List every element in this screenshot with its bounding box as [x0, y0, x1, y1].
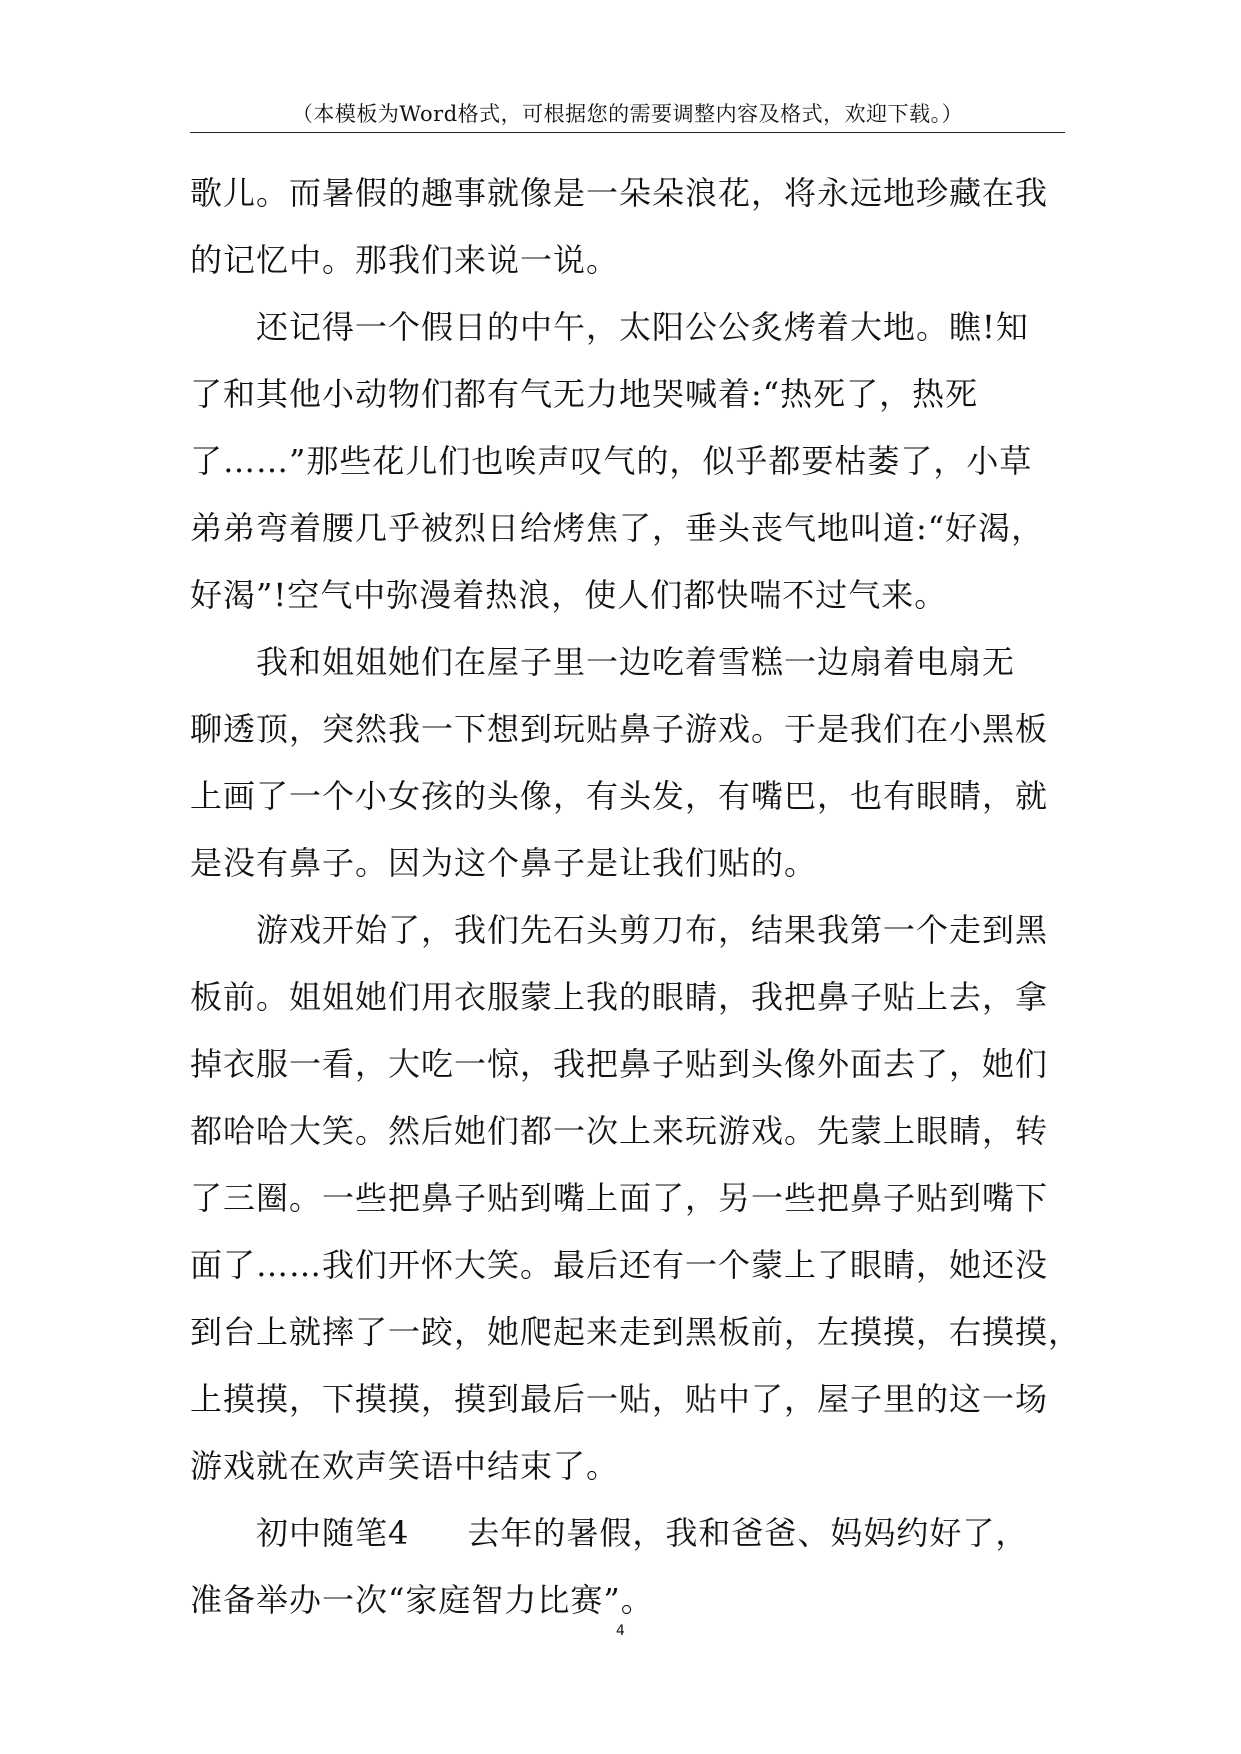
text-line: 准备举办一次“家庭智力比赛”。	[190, 1581, 654, 1619]
text-line: 是没有鼻子。因为这个鼻子是让我们贴的。	[190, 844, 818, 882]
text-line: 好渴”!空气中弥漫着热浪，使人们都快喘不过气来。	[190, 576, 948, 614]
paragraph-start-line: 还记得一个假日的中午，太阳公公炙烤着大地。瞧!知	[256, 308, 1029, 346]
text-line: 歌儿。而暑假的趣事就像是一朵朵浪花，将永远地珍藏在我	[190, 174, 1049, 212]
paragraph-start-line: 游戏开始了，我们先石头剪刀布，结果我第一个走到黑	[256, 911, 1049, 949]
essay-heading-line	[190, 1500, 1070, 1567]
essay-title: 初中随笔4	[256, 1514, 410, 1552]
header-divider	[190, 132, 1065, 133]
page-number: 4	[616, 1623, 625, 1639]
essay-first-line: 去年的暑假，我和爸爸、妈妈约好了，	[467, 1514, 1029, 1552]
text-line: 弟弟弯着腰几乎被烈日给烤焦了，垂头丧气地叫道:“好渴，	[190, 509, 1045, 547]
text-line: 游戏就在欢声笑语中结束了。	[190, 1447, 620, 1485]
text-line: 的记忆中。那我们来说一说。	[190, 241, 620, 279]
text-line: 了和其他小动物们都有气无力地哭喊着:“热死了，热死	[190, 375, 979, 413]
text-line: 上摸摸，下摸摸，摸到最后一贴，贴中了，屋子里的这一场	[190, 1380, 1049, 1418]
text-line: 上画了一个小女孩的头像，有头发，有嘴巴，也有眼睛，就	[190, 777, 1049, 815]
text-line: 板前。姐姐她们用衣服蒙上我的眼睛，我把鼻子贴上去，拿	[190, 978, 1049, 1016]
paragraph-start-line: 我和姐姐她们在屋子里一边吃着雪糕一边扇着电扇无	[256, 643, 1016, 681]
text-line: 了三圈。一些把鼻子贴到嘴上面了，另一些把鼻子贴到嘴下	[190, 1179, 1049, 1217]
text-line: 掉衣服一看，大吃一惊，我把鼻子贴到头像外面去了，她们	[190, 1045, 1049, 1083]
template-header-note: （本模板为Word格式，可根据您的需要调整内容及格式，欢迎下载。）	[291, 102, 964, 126]
body-text	[190, 160, 1082, 1634]
text-line: 聊透顶，突然我一下想到玩贴鼻子游戏。于是我们在小黑板	[190, 710, 1049, 748]
text-line: 面了……我们开怀大笑。最后还有一个蒙上了眼睛，她还没	[190, 1246, 1049, 1284]
text-line: 了……”那些花儿们也唉声叹气的，似乎都要枯萎了，小草	[190, 442, 1033, 480]
text-line: 都哈哈大笑。然后她们都一次上来玩游戏。先蒙上眼睛，转	[190, 1112, 1049, 1150]
text-line: 到台上就摔了一跤，她爬起来走到黑板前，左摸摸，右摸摸，	[190, 1313, 1082, 1351]
